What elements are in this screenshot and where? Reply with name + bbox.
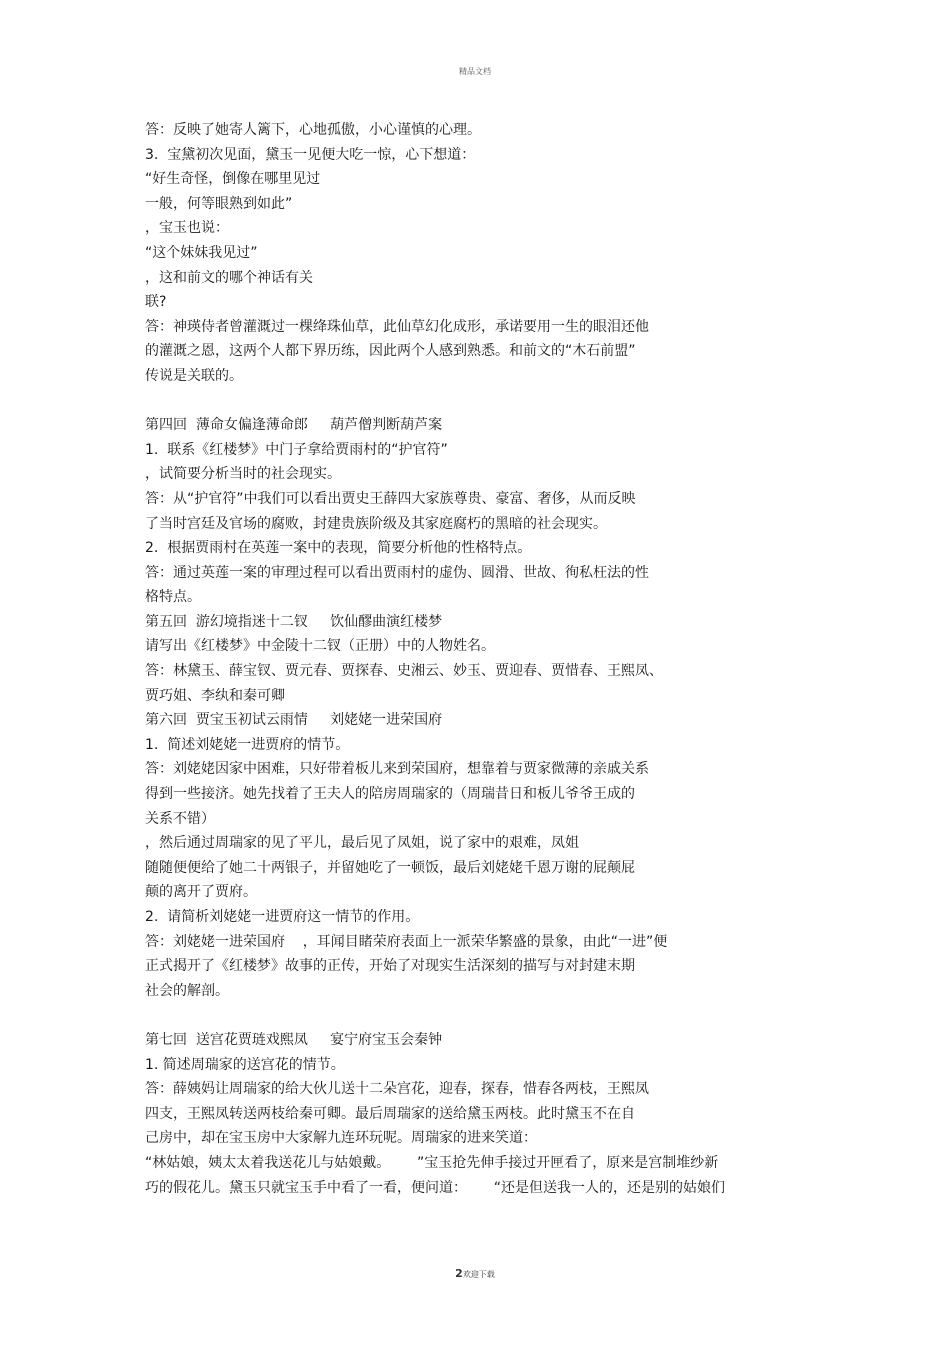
text-line: ，这和前文的哪个神话有关	[145, 269, 313, 286]
page-number: 2	[455, 1267, 463, 1280]
text-line: 社会的解剖。	[145, 982, 229, 999]
text-line: 颠的离开了贾府。	[145, 884, 257, 901]
text-line: 得到一些接济。她先找着了王夫人的陪房周瑞家的（周瑞昔日和板儿爷爷王成的	[145, 786, 635, 803]
text-line: 答：林黛玉、薛宝钗、贾元春、贾探春、史湘云、妙玉、贾迎春、贾惜春、王熙凤、	[145, 663, 663, 680]
blank-line	[145, 1003, 805, 1028]
blank-line	[145, 389, 805, 414]
text-line: 2. 根据贾雨村在英莲一案中的表现，简要分析他的性格特点。	[145, 540, 532, 557]
text-line: 答：神瑛侍者曾灌溉过一棵绛珠仙草，此仙草幻化成形，承诺要用一生的眼泪还他	[145, 318, 649, 335]
text-line: 答：从“护官符”中我们可以看出贾史王薛四大家族尊贵、豪富、奢侈，从而反映	[145, 490, 636, 507]
footer-text: 欢迎下载	[462, 1270, 495, 1279]
text-line: 正式揭开了《红楼梦》故事的正传，开始了对现实生活深刻的描写与对封建末期	[145, 958, 635, 975]
text-line: 了当时宫廷及官场的腐败，封建贵族阶级及其家庭腐朽的黑暗的社会现实。	[145, 515, 607, 532]
text-line: 格特点。	[145, 589, 201, 606]
text-line: 一般，何等眼熟到如此”	[145, 195, 293, 212]
text-line: 第六回 贾宝玉初试云雨情 刘姥姥一进荣国府	[145, 712, 443, 729]
text-line: 答：刘姥姥一进荣国府 ，耳闻目睹荣府表面上一派荣华繁盛的景象，由此“一进”便	[145, 933, 668, 950]
text-line: 联?	[145, 294, 167, 311]
text-line: 巧的假花儿。黛玉只就宝玉手中看了一看，便问道： “还是但送我一人的，还是别的姑娘们	[145, 1179, 725, 1196]
text-line: “林姑娘，姨太太着我送花儿与姑娘戴。 ”宝玉抢先伸手接过开匣看了，原来是宫制堆纱新	[145, 1154, 719, 1171]
document-body	[145, 118, 805, 1200]
text-line: “好生奇怪，倒像在哪里见过	[145, 171, 321, 188]
text-line: ，然后通过周瑞家的见了平儿，最后见了凤姐，说了家中的艰难，凤姐	[145, 835, 579, 852]
text-line: 答：薛姨妈让周瑞家的给大伙儿送十二朵宫花，迎春，探春，惜春各两枝，王熙凤	[145, 1081, 649, 1098]
text-line: 的灌溉之恩，这两个人都下界历练，因此两个人感到熟悉。和前文的“木石前盟”	[145, 343, 636, 360]
text-line: 1. 联系《红楼梦》中门子拿给贾雨村的“护官符”	[145, 441, 448, 458]
text-line: 四支，王熙凤转送两枝给秦可卿。最后周瑞家的送给黛玉两枝。此时黛玉不在自	[145, 1105, 635, 1122]
text-line: 答：通过英莲一案的审理过程可以看出贾雨村的虚伪、圆滑、世故、徇私枉法的性	[145, 564, 649, 581]
text-line: 请写出《红楼梦》中金陵十二钗（正册）中的人物姓名。	[145, 638, 495, 655]
text-line: 第五回 游幻境指迷十二钗 饮仙醪曲演红楼梦	[145, 613, 443, 630]
text-line: ，试简要分析当时的社会现实。	[145, 466, 341, 483]
text-line: 第七回 送宫花贾琏戏熙凤 宴宁府宝玉会秦钟	[145, 1031, 443, 1048]
page-footer	[0, 1262, 950, 1281]
text-line: ，宝玉也说：	[145, 220, 229, 237]
text-line: 第四回 薄命女偏逢薄命郎 葫芦僧判断葫芦案	[145, 417, 443, 434]
text-line: 1. 简述刘姥姥一进贾府的情节。	[145, 736, 350, 753]
text-line: 答：刘姥姥因家中困难，只好带着板儿来到荣国府，想靠着与贾家微薄的亲戚关系	[145, 761, 649, 778]
page-header: 精品文档	[459, 67, 491, 76]
text-line: 随随便便给了她二十两银子，并留她吃了一顿饭，最后刘姥姥千恩万谢的屁颠屁	[145, 859, 635, 876]
text-line: 1. 简述周瑞家的送宫花的情节。	[145, 1056, 345, 1073]
text-line: 传说是关联的。	[145, 367, 243, 384]
text-line: 己房中，却在宝玉房中大家解九连环玩呢。周瑞家的进来笑道：	[145, 1130, 537, 1147]
text-line: “这个妹妹我见过”	[145, 244, 258, 261]
text-line: 关系不错）	[145, 810, 215, 827]
text-line: 2. 请简析刘姥姥一进贾府这一情节的作用。	[145, 909, 420, 925]
text-line: 贾巧姐、李纨和秦可卿	[145, 687, 285, 704]
text-line: 3. 宝黛初次见面，黛玉一见便大吃一惊，心下想道：	[145, 146, 476, 163]
text-line: 答：反映了她寄人篱下，心地孤傲，小心谨慎的心理。	[145, 122, 481, 138]
